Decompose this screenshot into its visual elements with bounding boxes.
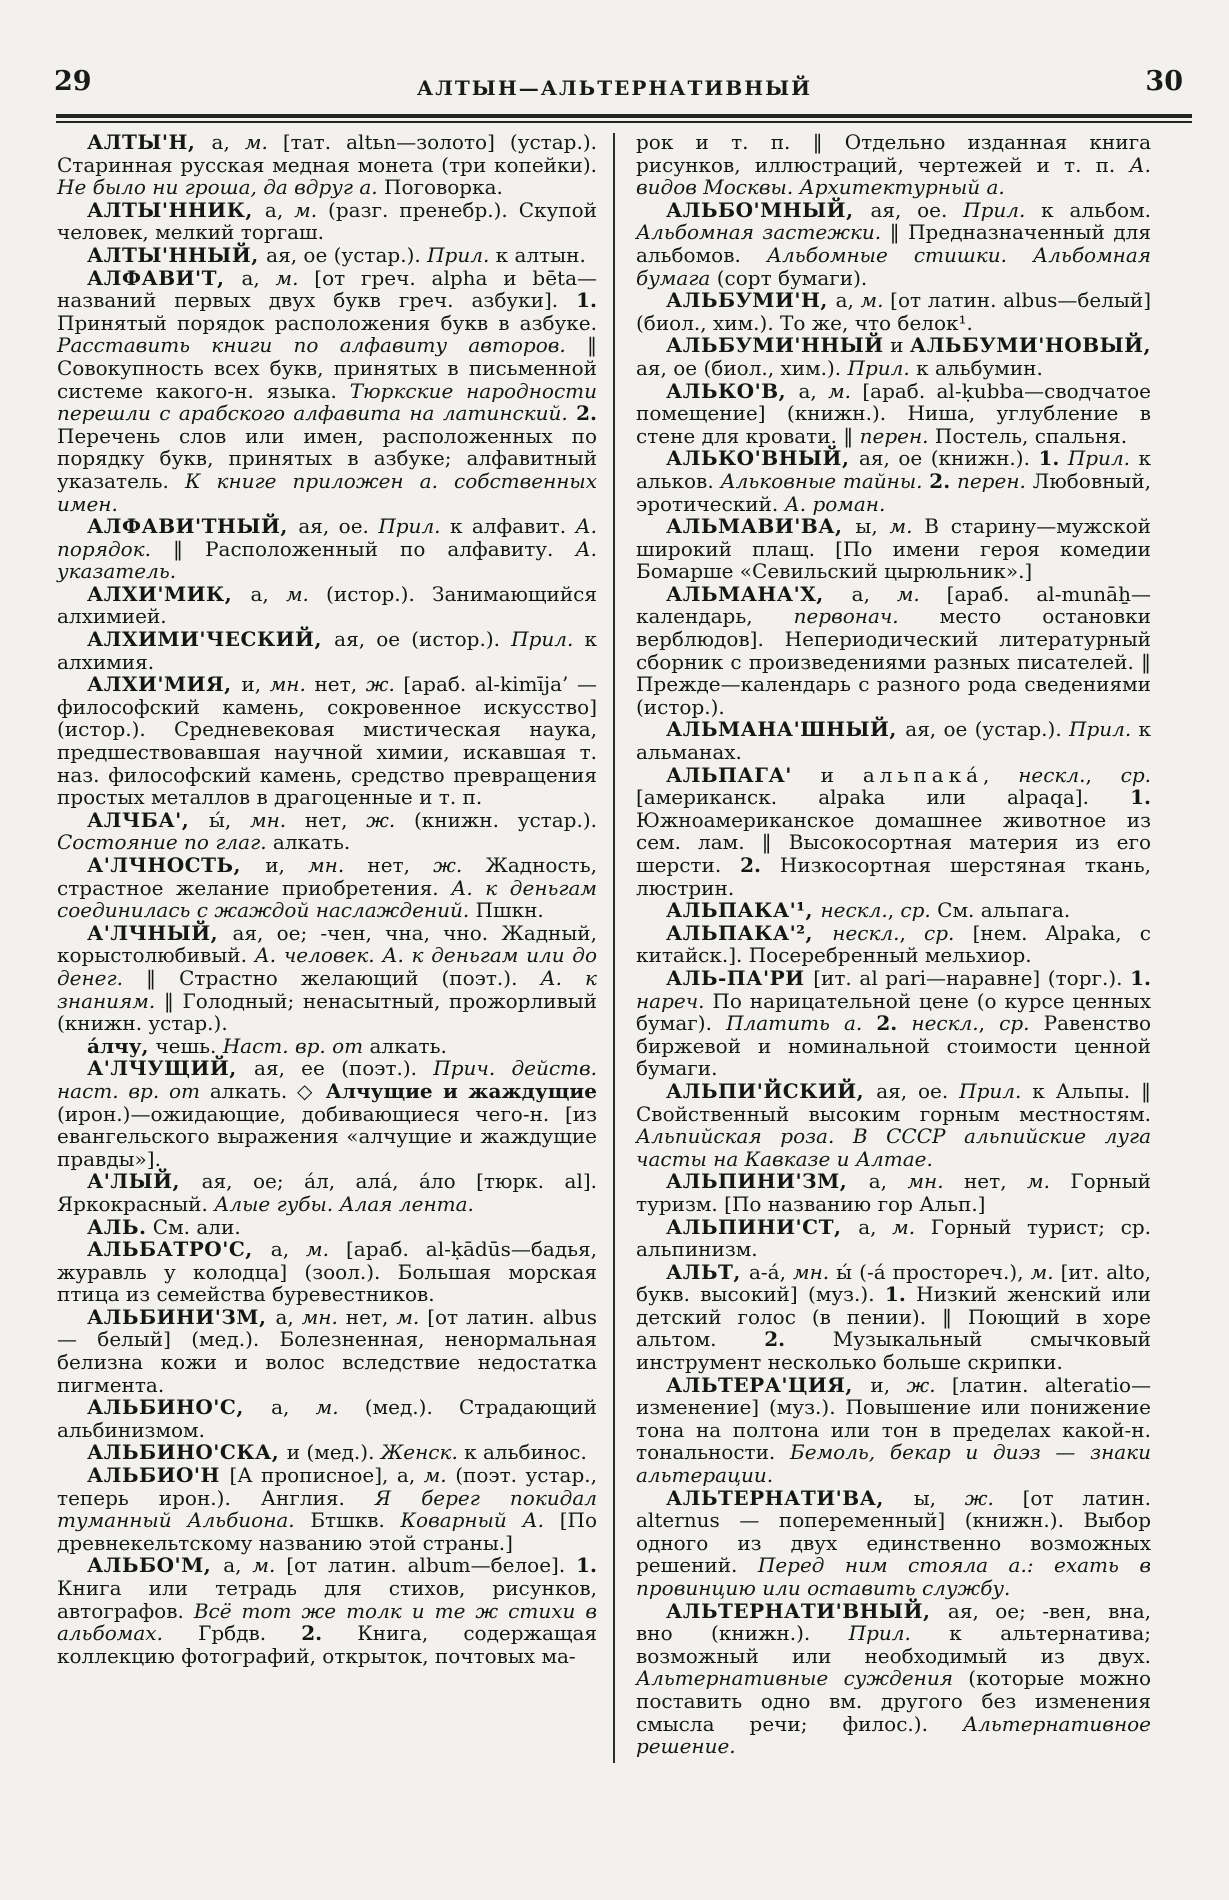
text-run: к алфавит. [440, 514, 576, 539]
headword: АЛХИ'МИК, [87, 581, 251, 606]
text-run: и, [870, 1372, 907, 1397]
text-run: 1. [1038, 446, 1060, 471]
text-run: а-а́, [748, 1259, 793, 1284]
text-run: мн. [907, 1169, 944, 1194]
text-run: [араб. al-kimīja’ — философский камень, сокровенное искусство] (истор.). Средневековая мистическая наука, предшествовавшая научной химии, искавшая т. наз. философский камень, средство превращения простых металлов в драгоценные и т. п. [57, 672, 597, 810]
headword: АЛЬБИО'Н [87, 1463, 230, 1488]
text-run: [от латин. albus — белый] (мед.). Болезненная, ненормальная белизна кожи и волос вследствие недостатка пигмента. [57, 1304, 597, 1397]
column-divider-rule [613, 133, 615, 1763]
text-run: к альтернатива; возможный или необходимый из двух. [636, 1621, 1151, 1668]
text-run: ср. [924, 920, 955, 945]
text-run: Низкосортная шерстяная ткань, люстрин. [636, 853, 1151, 900]
headword: АЛЬБИНО'С, [87, 1395, 272, 1420]
text-run: ая, ое (книжн.). [859, 446, 1039, 471]
text-run: Наст. вр. от [222, 1033, 364, 1058]
text-run: ‖ Совокупность всех букв, принятых в письменной системе какого-н. языка. [57, 333, 597, 403]
dictionary-entry [57, 515, 597, 583]
text-run: Равенство биржевой и номинальной стоимости ценной бумаги. [636, 1011, 1152, 1081]
headword: АЛЧБА', [87, 807, 210, 832]
text-run: ж. [366, 807, 396, 832]
headword: АЛТЫ'ННИК, [87, 197, 265, 222]
dictionary-entry [636, 1374, 1151, 1487]
text-run: и, [241, 672, 270, 697]
headword: АЛТЫ'Н, [87, 130, 212, 154]
text-run: ая, ое. [876, 1078, 960, 1103]
text-run: а, [868, 1169, 908, 1194]
text-run: к алтын. [489, 242, 586, 267]
text-run: Алые губы. Алая лента. [214, 1191, 474, 1216]
headword: АЛЬМАНА'Х, [666, 581, 852, 606]
text-run: (ирон.)—ожидающие, добивающиеся чего-н. [из евангельского выражения «алчущие и жаждущие правды»]. [57, 1101, 597, 1171]
text-run: Прил. [1069, 717, 1132, 742]
text-run: чешь. [155, 1033, 223, 1058]
text-run: и, [265, 853, 309, 877]
headword: АЛТЫ'ННЫЙ, [87, 242, 267, 267]
text-run: [ит. alto, букв. высокий] (муз.). [636, 1259, 1151, 1307]
text-run: Прил. [847, 355, 910, 380]
headword: АЛЬКО'В, [666, 378, 799, 403]
text-run: альпака́ [862, 762, 984, 787]
text-run: ая, ое; -вен, вна, вно (книжн.). [636, 1598, 1152, 1646]
text-run: Перед ним стояла а.: ехать в провинцию или оставить службу. [636, 1553, 1151, 1600]
text-run: 2. [740, 853, 761, 877]
text-run: [нем. Alpaka, с китайск.]. Посеребренный мельхиор. [636, 920, 1151, 968]
text-run: мн. [301, 1304, 338, 1329]
text-run: , [978, 1011, 1000, 1036]
dictionary-entry [57, 199, 597, 244]
text-run: Книга или тетрадь для стихов, рисунков, автографов. [57, 1576, 597, 1623]
text-run: Прич. действ. наст. вр. от [57, 1056, 597, 1103]
text-run: 2. [576, 401, 598, 426]
text-run: Альбомная застежки. [636, 220, 882, 245]
dictionary-entry [636, 967, 1151, 1080]
text-run: к альков. [636, 446, 1152, 493]
headword: АЛЬПИ'ЙСКИЙ, [666, 1078, 877, 1103]
dictionary-entry [57, 1057, 597, 1170]
text-run [568, 401, 576, 425]
headword: АЛЬБИНО'СКА, [87, 1440, 287, 1465]
text-run: ая, ое (истор.). [334, 627, 512, 652]
text-run: ‖ Страстно желающий (поэт.). [123, 965, 541, 990]
text-run: [американск. alpaka или alpaqa]. [636, 785, 1131, 810]
text-run: ж. [964, 1485, 994, 1510]
text-run: См. али. [146, 1214, 241, 1239]
dictionary-entry [636, 447, 1151, 515]
dictionary-entry [57, 1238, 597, 1306]
text-run: А. указатель. [57, 536, 597, 584]
text-run: [от латин. album—белое]. [275, 1553, 577, 1578]
dictionary-entry [57, 854, 597, 922]
text-run: а, [250, 581, 286, 606]
text-run: Коварный А. [400, 1508, 544, 1533]
text-run: и [791, 762, 863, 787]
text-run: Альбомные стишки. Альбомная бумага [636, 242, 1151, 290]
text-run: нет, [305, 672, 366, 697]
text-run: а, [858, 1214, 893, 1239]
text-run: Прил. [378, 514, 441, 539]
text-run: Горный турист; ср. альпинизм. [636, 1214, 1152, 1262]
text-run: м. [1030, 1259, 1054, 1284]
text-run: мн. [250, 807, 287, 832]
headword: АЛЬБИНИ'ЗМ, [87, 1304, 276, 1329]
text-run: А. человек. А. к деньгам или до денег. [57, 943, 598, 990]
text-run: и (мед.). [286, 1440, 381, 1465]
text-run: Жадность, страстное желание приобретения. [57, 853, 597, 900]
text-run: См. альпага. [930, 898, 1071, 923]
text-run: (поэт. устар., теперь ирон.). Англия. [57, 1463, 597, 1510]
dictionary-entry [636, 583, 1151, 719]
headword: АЛЬПАКА'¹, [666, 898, 821, 923]
text-run: Прил. [963, 197, 1026, 222]
dictionary-entry [57, 1441, 597, 1464]
dictionary-entry [636, 1261, 1151, 1374]
text-run: Пшкн. [469, 898, 544, 923]
text-run: (сорт бумаги). [710, 265, 868, 290]
text-run: а, [835, 288, 861, 313]
text-run: А. к знаниям. [57, 965, 597, 1013]
text-run: к альманах. [636, 717, 1152, 765]
text-run: перен. [859, 423, 929, 448]
running-title: АЛТЫН—АЛЬТЕРНАТИВНЫЙ [416, 76, 813, 100]
text-run: Бемоль, бекар и диэз — знаки альтерации. [636, 1440, 1151, 1488]
text-run: В старину—мужской широкий плащ. [По имени героя комедии Бомарше «Севильский цырюльник».] [636, 514, 1151, 584]
dictionary-entry [636, 1487, 1151, 1600]
text-run [1059, 446, 1067, 470]
text-run: к альбумин. [909, 355, 1043, 380]
dictionary-entry [57, 1035, 597, 1058]
dictionary-entry [636, 1216, 1151, 1261]
text-run: А. роман. [784, 491, 886, 516]
dictionary-entry [57, 673, 597, 809]
text-run: [от греч. alpha и bēta—названий первых двух букв греч. азбуки]. [57, 265, 597, 313]
dictionary-entry [636, 1170, 1151, 1215]
text-run: Альпийская роза. В СССР альпийские луга часты на Кавказе и Алтае. [636, 1124, 1151, 1171]
text-run: Альтернативное решение. [636, 1711, 1151, 1759]
dictionary-entry [636, 1600, 1151, 1758]
dictionary-entry [57, 1396, 597, 1441]
text-run: м. [860, 288, 884, 313]
text-run: (которые можно поставить одно вм. другого без изменения смысла речи; филос.). [636, 1666, 1151, 1736]
text-run: 1. [884, 1282, 906, 1307]
dictionary-entry [636, 764, 1151, 900]
headword: АЛЬМАНА'ШНЫЙ, [666, 717, 906, 742]
headword: АЛФАВИ'Т, [87, 265, 242, 290]
dictionary-entry [57, 131, 597, 199]
text-run: м. [1026, 1169, 1050, 1194]
text-run: и [883, 333, 910, 358]
text-run: нескл. [1018, 762, 1086, 787]
headword: АЛЬТЕРНАТИ'ВНЫЙ, [666, 1598, 948, 1623]
text-run: нескл. [911, 1011, 979, 1036]
text-run: А. порядок. [57, 514, 597, 561]
text-run: первонач. [793, 604, 899, 629]
text-run: ‖ Расположенный по алфавиту. [150, 536, 576, 561]
text-run: Южноамериканское домашнее животное из сем. лам. ‖ Высокосортная материя из его шерсти. [636, 807, 1151, 877]
text-run: [араб. al-ḳādūs—бадья, журавль у колодца] (зоол.). Большая морская птица из семейства буревестников. [57, 1237, 598, 1307]
headword: АЛЬТ, [666, 1259, 749, 1284]
text-run: перен. [956, 468, 1026, 493]
text-run: место остановки верблюдов]. Непериодический литературный сборник с произведениями разных писателей. ‖ Прежде—календарь с разного рода сведениями (истор.). [636, 604, 1151, 719]
text-run: м. [889, 514, 913, 539]
headword: А'ЛЧУЩИЙ, [87, 1056, 255, 1081]
text-run: нет, [344, 853, 434, 877]
headword: АЛЬПАКА'², [666, 920, 833, 945]
headword: АЛЬ. [87, 1214, 147, 1239]
text-run: м. [896, 581, 920, 606]
dictionary-entry [57, 809, 597, 854]
headword: А'ЛЧНОСТЬ, [87, 853, 266, 877]
text-run: (разг. пренебр.). Скупой человек, мелкий торгаш. [57, 197, 597, 245]
text-run: 1. [576, 288, 597, 313]
dictionary-entry [636, 131, 1151, 199]
dictionary-entry [636, 515, 1151, 583]
headword: АЛЬБО'МНЫЙ, [666, 197, 871, 222]
text-run: м. [244, 130, 268, 154]
text-run: Музыкальный смычковый инструмент несколько больше скрипки. [636, 1327, 1151, 1375]
headword: АЛЬ-ПА'РИ [666, 965, 814, 990]
text-run: Книга, содержащая коллекцию фотографий, открыток, почтовых ма- [57, 1621, 598, 1668]
text-run: алкать. [266, 830, 351, 855]
text-run: [латин. alteratio—изменение] (муз.). Повышение или понижение тона на полтона или тон в пределах какой-н. тональности. [636, 1372, 1151, 1465]
text-run: Я берег покидал туманный Альбиона. [57, 1485, 597, 1533]
text-run: Прил. [959, 1078, 1022, 1103]
column-right [636, 131, 1151, 1758]
page-number-left: 29 [54, 66, 92, 97]
text-run: рок и т. п. ‖ Отдельно изданная книга рисунков, иллюстраций, чертежей и т. п. [636, 130, 1151, 177]
text-run: 1. [1130, 785, 1151, 810]
text-run: Платить а. [726, 1011, 863, 1036]
text-run: ж. [433, 853, 463, 877]
headword: А'ЛЧНЫЙ, [87, 920, 233, 945]
text-run: м. [285, 581, 309, 606]
headword: АЛЬПИНИ'ЗМ, [666, 1169, 869, 1194]
text-run: (истор.). Занимающийся алхимией. [57, 581, 597, 629]
text-run: нескл. [820, 898, 888, 923]
text-run: алкать. [363, 1033, 447, 1058]
text-run: м. [306, 1237, 329, 1262]
text-run: По нарицательной цене (о курсе ценных бумаг). [636, 988, 1151, 1036]
headword: АЛЬМАВИ'ВА, [666, 514, 856, 539]
text-run: А. к деньгам соединилась с жаждой наслаждений. [57, 875, 597, 923]
text-run: м. [423, 1463, 447, 1488]
text-run: Всё тот же толк и те ж стихи в альбомах. [57, 1598, 597, 1646]
text-run: [По древнекельтскому названию этой страны.] [57, 1508, 597, 1555]
text-run: м. [396, 1304, 420, 1329]
text-run: а, [241, 265, 276, 290]
text-run: А. видов Москвы. Архитектурный а. [636, 152, 1151, 200]
text-run: ср. [999, 1011, 1030, 1036]
text-run: 2. [301, 1621, 323, 1646]
text-run: ая, ее (поэт.). [254, 1056, 434, 1081]
text-run: Альтернативные суждения [636, 1666, 953, 1691]
text-run: Прил. [1067, 446, 1131, 471]
text-run: Не было ни гроша, да вдруг а. [57, 175, 378, 200]
text-run: , [887, 898, 901, 923]
text-run: мн. [269, 672, 306, 697]
dictionary-entry [636, 380, 1151, 448]
dictionary-entry [57, 1306, 597, 1396]
text-run: ж. [906, 1372, 936, 1397]
text-run: а, [798, 378, 829, 403]
text-run: 2. [876, 1011, 898, 1036]
text-run: ср. [900, 898, 931, 923]
text-run: 2. [929, 468, 951, 493]
text-run: нареч. [636, 988, 705, 1013]
text-run: м. [275, 265, 299, 290]
text-run: [ит. al pari—наравне] (торг.). [813, 965, 1131, 990]
headword: АЛЬБУМИ'ННЫЙ [666, 333, 884, 358]
text-run: [от латин. alternus — попеременный] (книжн.). Выбор одного из двух единственно возможных решений. [636, 1485, 1151, 1578]
text-run: а, [270, 1237, 307, 1262]
text-run: а, [271, 1395, 316, 1420]
text-run: Низкий женский или детский голос (в пении). ‖ Поющий в хоре альтом. [636, 1282, 1152, 1352]
headword: АЛФАВИ'ТНЫЙ, [87, 514, 299, 539]
text-run: Тюркские народности перешли с арабского алфавита на латинский. [57, 378, 597, 426]
text-run: ая, ое (биол., хим.). [636, 355, 848, 380]
headword: АЛЬПИНИ'СТ, [666, 1214, 859, 1239]
text-run: ая, ое. [298, 514, 379, 539]
text-run: ы, [913, 1485, 965, 1510]
text-run: ‖ Предназначенный для альбомов. [636, 220, 1151, 267]
text-run: алкать. ◇ [200, 1078, 326, 1103]
text-run: ср. [1120, 762, 1151, 787]
text-run: ая, ое; -чен, чна, чно. Жадный, корыстолюбивый. [57, 920, 597, 968]
text-run: 1. [576, 1553, 597, 1578]
text-run: (мед.). Страдающий альбинизмом. [57, 1395, 598, 1442]
text-run: ы́ (-а́ простореч.), [829, 1259, 1031, 1284]
text-run: [араб. al-ḳubba—сводчатое помещение] (книжн.). Ниша, углубление в стене для кровати. ‖ [636, 378, 1152, 448]
dictionary-entry [57, 1170, 597, 1215]
dictionary-entry [57, 267, 597, 516]
headword: АЛЬБАТРО'С, [87, 1237, 271, 1262]
text-run: ы́, [209, 807, 250, 832]
text-run: нескл. [832, 920, 900, 945]
text-run [897, 1011, 911, 1035]
text-run: Поговорка. [377, 175, 503, 200]
dictionary-entry [57, 244, 597, 267]
text-run: Горный туризм. [По названию гор Альп.] [636, 1169, 1152, 1216]
text-run: (книжн. устар.). [395, 807, 597, 832]
headword: АЛЬТЕРА'ЦИЯ, [666, 1372, 871, 1397]
dictionary-entry [57, 628, 597, 673]
text-run: а, [211, 130, 245, 154]
text-run: Алчущие и жаждущие [325, 1078, 597, 1103]
text-run: Альковные тайны. [720, 468, 923, 493]
text-run: Женск. [380, 1440, 458, 1465]
headword: АЛЬБУМИ'НОВЫЙ, [909, 333, 1151, 358]
text-run: ж. [365, 672, 395, 697]
text-run: Прил. [427, 242, 490, 267]
text-run: [А прописное], а, [229, 1463, 424, 1488]
text-run: ая, ое; а́л, ала́, а́ло [тюрк. al]. Яркокрасный. [57, 1169, 598, 1216]
text-run: ая, ое (устар.). [266, 242, 428, 267]
text-run: м. [892, 1214, 916, 1239]
text-run: нет, [337, 1304, 397, 1329]
dictionary-entry [636, 1080, 1151, 1170]
text-run [862, 1011, 876, 1035]
text-run: ы, [855, 514, 890, 539]
text-run: мн. [793, 1259, 830, 1284]
text-run: м. [294, 197, 318, 222]
text-run: ая, ое (устар.). [905, 717, 1069, 742]
dictionary-entry [636, 899, 1151, 922]
dictionary-entry [636, 922, 1151, 967]
dictionary-entry [636, 199, 1151, 289]
text-run: [араб. al-munāẖ—календарь, [636, 581, 1151, 629]
text-run: мн. [308, 853, 345, 877]
headword: АЛЬПАГА' [666, 762, 792, 787]
text-run: Бтшкв. [294, 1508, 401, 1533]
text-run: [от латин. albus—белый] (биол., хим.). То же, что белок¹. [636, 288, 1152, 335]
text-run: к альбинос. [457, 1440, 587, 1465]
headword: АЛЬБО'М, [87, 1553, 224, 1578]
text-run [950, 469, 957, 493]
text-run: а, [275, 1304, 302, 1329]
text-run: 2. [764, 1327, 786, 1352]
headword: АЛЬБУМИ'Н, [666, 288, 836, 313]
text-run: Принятый порядок расположения букв в азбуке. [57, 310, 597, 335]
text-run: м. [315, 1395, 339, 1420]
text-run: нет, [943, 1169, 1027, 1194]
header-rule [56, 114, 1192, 123]
text-run: , [983, 762, 1019, 787]
dictionary-entry [57, 922, 597, 1035]
text-run: Постель, спальня. [928, 423, 1128, 448]
text-run: Любовный, эротический. [636, 468, 1152, 516]
page-number-right: 30 [1145, 66, 1183, 97]
headword: А'ЛЫЙ, [87, 1169, 202, 1194]
text-run: , [1085, 762, 1121, 787]
text-run: 1. [1130, 965, 1152, 990]
text-run: м. [828, 378, 852, 403]
text-run: Прил. [511, 627, 574, 652]
column-left [57, 131, 597, 1667]
text-run: Перечень слов или имен, расположенных по порядку букв, принятых в азбуке; алфавитный указатель. [57, 423, 597, 493]
text-run: Состояние по глаг. [57, 830, 267, 855]
text-run: Расставить книги по алфавиту авторов. [57, 333, 566, 358]
text-run: к альбом. [1025, 197, 1151, 222]
text-run: а, [264, 197, 295, 222]
headword: АЛЬКО'ВНЫЙ, [666, 446, 859, 471]
dictionary-entry [57, 1464, 597, 1554]
text-run: а, [851, 581, 897, 606]
text-run: , [899, 920, 925, 945]
dictionary-entry [636, 718, 1151, 763]
text-run: а́лчу, [87, 1033, 156, 1058]
text-run: к алхимия. [57, 627, 598, 674]
text-run: м. [252, 1553, 276, 1578]
headword: АЛХИМИ'ЧЕСКИЙ, [87, 627, 335, 652]
text-run: а, [223, 1553, 253, 1578]
text-run: нет, [286, 807, 367, 832]
headword: АЛЬТЕРНАТИ'ВА, [666, 1485, 914, 1510]
text-run: Грбдв. [162, 1621, 302, 1646]
dictionary-entry [57, 1554, 597, 1667]
dictionary-entry [636, 289, 1151, 334]
text-run: ая, ое. [870, 197, 964, 222]
text-run: К книге приложен а. собственных имен. [57, 468, 598, 516]
text-run: Прил. [848, 1621, 911, 1646]
dictionary-entry [57, 583, 597, 628]
text-run: к Альпы. ‖ Свойственный высоким горным местностям. [636, 1078, 1151, 1126]
headword: АЛХИ'МИЯ, [87, 672, 242, 697]
dictionary-entry [57, 1216, 597, 1239]
text-run: [тат. altьn—золото] (устар.). Старинная русская медная монета (три копейки). [57, 130, 597, 177]
text-run: ‖ Голодный; ненасытный, прожорливый (книжн. устар.). [57, 988, 597, 1036]
dictionary-entry [636, 334, 1151, 379]
